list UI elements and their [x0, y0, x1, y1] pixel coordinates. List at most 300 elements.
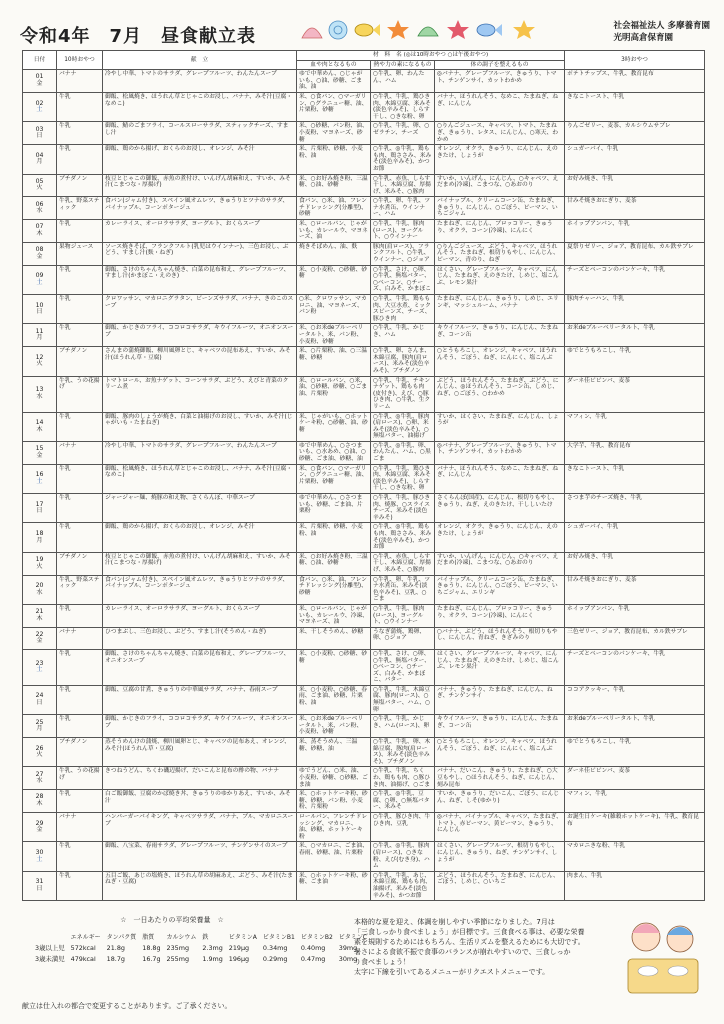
- menu-cell: 枝豆とじゃこの御飯、赤魚の煮付け、いんげん胡麻和え、すいか、みそ汁(こまつな・厚揚げ): [103, 552, 297, 575]
- am-snack-cell: ブチダノン: [57, 347, 103, 376]
- message-line: 太字に下線を引いてあるメニューがリクエストメニューです。: [354, 968, 550, 976]
- am-snack-cell: 牛乳: [57, 685, 103, 714]
- message-line: 素を規則するためにはもちろん、生活リズムを整えるためにも大切です。: [354, 938, 585, 946]
- red-group-cell: 米、○お好み焼き粉、三温糖、○油、砂糖: [297, 174, 371, 197]
- am-snack-cell: 牛乳: [57, 649, 103, 685]
- green-group-cell: パイナップル、クリームコーン缶、たまねぎ、きゅうり、にんじん、○ごぼう、ピーマン、いちごジャム: [435, 197, 565, 220]
- pm-snack-cell: お誕生日ケーキ(雑穀ホットケーキ)、牛乳、教育昆布: [565, 812, 705, 841]
- am-snack-cell: ブチダノン: [57, 174, 103, 197]
- yellow-group-cell: ○牛乳、牛乳、かじき、ハム: [371, 324, 435, 347]
- am-snack-cell: 牛乳: [57, 295, 103, 324]
- date-number: 22: [35, 630, 44, 638]
- date-number: 11: [35, 327, 44, 335]
- am-snack-cell: 牛乳: [57, 790, 103, 813]
- star-icon: [387, 20, 409, 39]
- shell-icon: [302, 28, 322, 38]
- menu-cell: 五目ご飯、あじの塩焼き、ほうれん草の胡麻あえ、ぶどう、みそ汁(たまねぎ・豆腐): [103, 871, 297, 900]
- nutrition-value: 196μg: [228, 954, 250, 963]
- date-number: 27: [35, 770, 44, 778]
- star-icon: [513, 20, 535, 39]
- nutrition-header: 脂質: [142, 934, 155, 941]
- green-group-cell: さくらんぼ(国産)、にんじん、根切りもやし、きゅうり、ねぎ、えのきたけ、干ししいたけ: [435, 494, 565, 523]
- green-group-cell: ◎バナナ、パイナップル、キャベツ、たまねぎ、トマト、赤ピーマン、黄ピーマン、きゅうり、にんじん: [435, 812, 565, 841]
- yellow-group-cell: ○牛乳、牛乳、ちくわ、鶏もも肉、○豚ひき肉、油揚げ、○ごま: [371, 767, 435, 790]
- nutrition-value: 0.40mg: [300, 943, 326, 952]
- red-group-cell: 米、○マカロニ、ごま油、春雨、砂糖、油、片栗粉: [297, 842, 371, 871]
- yellow-group-cell: ○牛乳、赤魚、しらす干し、木綿豆腐、厚揚げ、米みそ、○豚肉: [371, 552, 435, 575]
- date-cell: [23, 412, 57, 441]
- yellow-group-cell: ○牛乳、◎牛乳、豚肉(肩ロース)、○卵、米みそ(淡色辛みそ)、○無塩バター、油揚げ: [371, 412, 435, 441]
- nutrition-row-label: 3歳以上児: [35, 944, 65, 952]
- pm-snack-cell: ホイップアンパン、牛乳: [565, 220, 705, 243]
- weekday: 日: [36, 699, 43, 707]
- pm-snack-cell: 大学芋、牛乳、教育昆布: [565, 441, 705, 464]
- star-icon: [447, 20, 469, 39]
- table-row: [23, 464, 705, 493]
- yellow-group-cell: ○牛乳、牛乳、卵、木綿豆腐、豚肉(肩ロース)、米みそ(淡色辛みそ)、ブチダノン: [371, 738, 435, 767]
- weekday: 月: [36, 158, 43, 166]
- date-cell: [23, 552, 57, 575]
- date-number: 20: [35, 582, 44, 590]
- nutrition-header: エネルギー: [70, 934, 101, 941]
- red-group-cell: 米、○食パン、○マーガリン、○グラニュー糖、油、片栗粉、砂糖: [297, 92, 371, 121]
- am-snack-cell: 牛乳: [57, 604, 103, 627]
- nutrition-row: [32, 953, 370, 964]
- pm-snack-cell: きなこトースト、牛乳: [565, 464, 705, 493]
- date-number: 31: [35, 878, 44, 886]
- date-number: 01: [35, 73, 44, 81]
- date-number: 16: [35, 471, 44, 479]
- green-group-cell: ○バナナ、ぶどう、ほうれんそう、根切りもやし、にんじん、青ねぎ、きざみのり: [435, 627, 565, 649]
- date-cell: [23, 575, 57, 604]
- weekday: 金: [36, 451, 43, 459]
- yellow-group-cell: ○牛乳、豚ひき肉、牛ひき肉、豆乳: [371, 812, 435, 841]
- menu-cell: 御飯、鶏のから揚げ、おくらのお浸し、オレンジ、みそ汁: [103, 523, 297, 552]
- pm-snack-cell: お米deブルーベリータルト、牛乳: [565, 324, 705, 347]
- date-number: 04: [35, 151, 44, 159]
- menu-cell: ソース焼きそば、フランクフルト(乳児はウインナー)、三色お浸し、ぶどう、すまし汁(麩・ねぎ): [103, 242, 297, 265]
- date-cell: [23, 174, 57, 197]
- nutrition-value: 39mg: [338, 943, 358, 952]
- table-row: [23, 604, 705, 627]
- org-line-2: 光明高倉保育園: [613, 33, 674, 43]
- menu-cell: ひつまぶし、三色お浸し、ぶどう、すまし汁(そうめん・ねぎ): [103, 627, 297, 649]
- pm-snack-cell: ホイップアンパン、牛乳: [565, 604, 705, 627]
- date-number: 18: [35, 530, 44, 537]
- table-row: [23, 347, 705, 376]
- date-cell: [23, 70, 57, 93]
- nutrition-value: 21.8g: [106, 943, 125, 952]
- red-group-cell: 米、○ロールパン、○米、油、○砂糖、砂糖、○ごま油、片栗粉: [297, 376, 371, 412]
- header-ingredients: [297, 51, 565, 61]
- date-cell: [23, 197, 57, 220]
- yellow-group-cell: ○牛乳、◎牛乳、鶏もも肉、鶏ささみ、米みそ(淡色辛みそ)、かつお節: [371, 145, 435, 174]
- yellow-group-cell: ○牛乳、卵、わんたん、ハム: [371, 70, 435, 93]
- weekday: 水: [36, 393, 43, 401]
- nutrition-row: [32, 942, 370, 953]
- green-group-cell: たまねぎ、にんじん、きゅうり、しめじ、エリンギ、マッシュルーム、バナナ: [435, 295, 565, 324]
- weekday: 金: [36, 252, 43, 260]
- date-number: 08: [35, 246, 44, 254]
- yellow-group-cell: ○牛乳、牛乳、豚肉(ロース)、ヨーグルト、○ウインナー: [371, 604, 435, 627]
- nutrition-value: 18.8g: [142, 943, 161, 952]
- pm-snack-cell: さつま芋のチーズ焼き、牛乳: [565, 494, 705, 523]
- nutrition-value: 479kcal: [70, 954, 96, 963]
- date-number: 07: [35, 223, 44, 231]
- nutrition-row-label: 3歳未満児: [35, 955, 65, 963]
- menu-cell: 食パン(ジャム付き)、スペイン風オムレツ、きゅうりとツナのサラダ、パイナップル、コーンポタージュ: [103, 575, 297, 604]
- green-group-cell: すいか、いんげん、にんじん、○キャベツ、えだまめ(冷凍)、こまつな、○あおのり: [435, 552, 565, 575]
- nutrition-header: ビタミンB2: [300, 934, 333, 941]
- green-group-cell: はくさい、グレープフルーツ、キャベツ、にんじん、たまねぎ、えのきたけ、しめじ、塩こんぶ、レモン果汁: [435, 649, 565, 685]
- menu-cell: 冷やし中華、トマトのサラダ、グレープフルーツ、わんたんスープ: [103, 70, 297, 93]
- header-date: 日付: [23, 51, 57, 70]
- page-title: 令和4年 7月 昼食献立表: [20, 26, 257, 47]
- weekday: 火: [36, 751, 43, 759]
- green-group-cell: キウイフルーツ、きゅうり、にんじん、たまねぎ、コーン缶: [435, 324, 565, 347]
- green-group-cell: バナナ、だいこん、きゅうり、たまねぎ、○大豆もやし、○ほうれんそう、ねぎ、にんじん、刻み昆布: [435, 767, 565, 790]
- table-row: [23, 265, 705, 294]
- decorative-sea-creatures: [298, 16, 544, 42]
- weekday: 日: [36, 308, 43, 316]
- menu-cell: 御飯、かじきのフライ、ココロコサラダ、キウイフルーツ、オニオンスープ: [103, 715, 297, 738]
- red-group-cell: 焼きそばめん、油、麩: [297, 242, 371, 265]
- date-cell: [23, 464, 57, 493]
- table-row: [23, 145, 705, 174]
- weekday: 木: [36, 800, 43, 808]
- weekday: 火: [36, 184, 43, 192]
- pm-snack-cell: ゆでとうもろこし、牛乳: [565, 738, 705, 767]
- weekday: 土: [36, 666, 43, 674]
- menu-cell: 御飯、八宝菜、春雨サラダ、グレープフルーツ、チンゲンサイのスープ: [103, 842, 297, 871]
- pm-snack-cell: チーズとベーコンのパンケーキ、牛乳: [565, 265, 705, 294]
- table-row: [23, 197, 705, 220]
- weekday: 日: [36, 884, 43, 892]
- yellow-group-cell: ○牛乳、赤魚、しらす干し、木綿豆腐、厚揚げ、米みそ、○豚肉: [371, 174, 435, 197]
- table-row: [23, 220, 705, 243]
- date-cell: [23, 627, 57, 649]
- table-row: [23, 552, 705, 575]
- menu-table: [22, 50, 705, 901]
- date-number: 19: [35, 556, 44, 564]
- red-group-cell: ゆでうどん、○米、油、小麦粉、砂糖、○砂糖、ごま油: [297, 767, 371, 790]
- green-group-cell: ○りんごジュース、ぶどう、キャベツ、ほうれんそう、たまねぎ、根切りもやし、にんじん、ピーマン、青のり、ねぎ: [435, 242, 565, 265]
- message-line: り食べましょう！: [354, 958, 410, 966]
- date-cell: [23, 242, 57, 265]
- date-number: 23: [35, 659, 44, 667]
- weekday: 金: [36, 637, 43, 645]
- menu-cell: 御飯、松風焼き、ほうれん草とじゃこのお浸し、バナナ、みそ汁(豆腐・なめこ): [103, 92, 297, 121]
- footer: [22, 915, 704, 1010]
- nutrition-value: 0.34mg: [262, 943, 288, 952]
- pm-snack-cell: お好み焼き、牛乳: [565, 174, 705, 197]
- green-group-cell: ◎バナナ、グレープフルーツ、きゅうり、トマト、チンゲンサイ、カットわかめ: [435, 441, 565, 464]
- nutrition-header: ビタミンB1: [262, 934, 295, 941]
- nutrition-value: 255mg: [166, 954, 190, 963]
- date-number: 12: [35, 353, 44, 361]
- yellow-group-cell: ○牛乳、さけ、○卵、○牛乳、無塩バター、○ベーコン、○チーズ、白みそ、かまぼこ、バター: [371, 649, 435, 685]
- am-snack-cell: バナナ: [57, 441, 103, 464]
- red-group-cell: 米、片栗粉、砂糖、小麦粉、油: [297, 523, 371, 552]
- am-snack-cell: ブチダノン: [57, 738, 103, 767]
- am-snack-cell: 牛乳: [57, 265, 103, 294]
- change-notice: 献立は仕入れの都合で変更することがあります。ご了承ください。: [22, 1002, 232, 1010]
- green-group-cell: ◎バナナ、グレープフルーツ、きゅうり、トマト、チンゲンサイ、カットわかめ: [435, 70, 565, 93]
- menu-cell: 枝豆とじゃこの御飯、赤魚の煮付け、いんげん胡麻和え、すいか、みそ汁(こまつな・厚揚げ): [103, 174, 297, 197]
- yellow-group-cell: ○牛乳、牛乳、豚ひき肉、焼豚、○スライスチーズ、米みそ(淡色辛みそ): [371, 494, 435, 523]
- menu-cell: 御飯、かじきのフライ、ココロコサラダ、キウイフルーツ、オニオンスープ: [103, 324, 297, 347]
- table-row: [23, 376, 705, 412]
- date-number: 06: [35, 200, 44, 208]
- org-line-1: 社会福祉法人 多摩養育園: [613, 21, 710, 31]
- menu-cell: カレーライス、オーロラサラダ、ヨーグルト、おくらスープ: [103, 220, 297, 243]
- nutrition-value: 235mg: [166, 943, 190, 952]
- nutrition-corner: [32, 931, 68, 942]
- date-cell: [23, 92, 57, 121]
- date-number: 09: [35, 272, 44, 280]
- red-group-cell: ロールパン、フレンチドレッシング、マカロニ、油、砂糖、ホットケーキ粉: [297, 812, 371, 841]
- nutrition-value: 572kcal: [70, 943, 96, 952]
- monthly-message: [354, 917, 622, 977]
- green-group-cell: パイナップル、クリームコーン缶、たまねぎ、きゅうり、にんじん、○ごぼう、ピーマン、いちごジャム、エリンギ: [435, 575, 565, 604]
- nutrition-header: 鉄: [202, 934, 209, 941]
- red-group-cell: ゆで中華めん、○さつまいも、○水あめ、○油、○砂糖、ごま油、砂糖、油: [297, 441, 371, 464]
- am-snack-cell: バナナ: [57, 812, 103, 841]
- red-group-cell: 米、○お好み焼き粉、三温糖、○油、砂糖: [297, 552, 371, 575]
- nutrition-header: タンパク質: [106, 934, 137, 941]
- am-snack-cell: 牛乳: [57, 145, 103, 174]
- weekday: 土: [36, 278, 43, 286]
- green-group-cell: キウイフルーツ、きゅうり、にんじん、たまねぎ、コーン缶: [435, 715, 565, 738]
- date-number: 26: [35, 744, 44, 752]
- red-group-cell: 食パン、○米、油、フレンチドレッシング(分離型)、砂糖: [297, 575, 371, 604]
- nutrition-title: ☆ 一日あたりの平均栄養量 ☆: [120, 916, 224, 924]
- menu-cell: 食パン(ジャム付き)、スペイン風オムレツ、きゅうりとツナのサラダ、パイナップル、コーンポタージュ: [103, 197, 297, 220]
- date-cell: [23, 376, 57, 412]
- red-group-cell: 米、片栗粉、砂糖、小麦粉、油: [297, 145, 371, 174]
- nutrition-header: ビタミンC: [338, 934, 367, 941]
- nutrition-table: [32, 931, 370, 964]
- green-group-cell: はくさい、グレープフルーツ、根切りもやし、にんじん、きゅうり、ねぎ、チンゲンサイ、しょうが: [435, 842, 565, 871]
- green-group-cell: バナナ、ほうれんそう、なめこ、たまねぎ、ねぎ、にんじん: [435, 464, 565, 493]
- menu-cell: カレーライス、オーロラサラダ、ヨーグルト、おくらスープ: [103, 604, 297, 627]
- table-row: [23, 441, 705, 464]
- pm-snack-cell: 三色ゼリー、ジョア、教育昆布、カル鉄サブレ: [565, 627, 705, 649]
- yellow-group-cell: ○牛乳、◎牛乳、豆腐、○卵、○無塩バター、米みそ: [371, 790, 435, 813]
- red-group-cell: 米、蒸そうめん、三温糖、砂糖、油: [297, 738, 371, 767]
- pm-snack-cell: マフィン、牛乳: [565, 412, 705, 441]
- date-cell: [23, 441, 57, 464]
- weekday: 金: [36, 80, 43, 88]
- yellow-group-cell: うなぎ蒲焼、鶏卵、卵、○ジョア: [371, 627, 435, 649]
- green-group-cell: オレンジ、オクラ、きゅうり、にんじん、えのきたけ、しょうが: [435, 523, 565, 552]
- header-yellow-group: 熱や力の素になるもの: [371, 60, 435, 70]
- am-snack-cell: 牛乳: [57, 464, 103, 493]
- date-number: 21: [35, 608, 44, 616]
- red-group-cell: 米、○片栗粉、油、○三温糖、砂糖: [297, 347, 371, 376]
- date-cell: [23, 871, 57, 900]
- am-snack-cell: 牛乳: [57, 324, 103, 347]
- green-group-cell: はくさい、グレープフルーツ、キャベツ、にんじん、たまねぎ、えのきたけ、しめじ、塩こんぶ、レモン果汁: [435, 265, 565, 294]
- am-snack-cell: バナナ: [57, 70, 103, 93]
- green-group-cell: すいか、いんげん、にんじん、○キャベツ、えだまめ(冷凍)、こまつな、○あおのり: [435, 174, 565, 197]
- date-cell: [23, 145, 57, 174]
- date-number: 29: [35, 819, 44, 827]
- green-group-cell: すいか、はくさい、たまねぎ、にんじん、しょうが: [435, 412, 565, 441]
- am-snack-cell: 牛乳: [57, 523, 103, 552]
- pm-snack-cell: シュガーパイ、牛乳: [565, 523, 705, 552]
- date-cell: [23, 767, 57, 790]
- table-row: [23, 685, 705, 714]
- pm-snack-cell: マフィン、牛乳: [565, 790, 705, 813]
- yellow-group-cell: ○牛乳、卵、牛乳、ツナ水煮缶、米みそ(淡色辛みそ)、豆乳、○ごま: [371, 575, 435, 604]
- yellow-group-cell: ○牛乳、◎牛乳、鶏もも肉、鶏ささみ、米みそ(淡色辛みそ)、かつお節: [371, 523, 435, 552]
- date-number: 13: [35, 386, 44, 394]
- am-snack-cell: 牛乳、野菜スティック: [57, 197, 103, 220]
- green-group-cell: たまねぎ、にんじん、ブロッコリー、きゅうり、オクラ、コーン(冷凍)、にんにく: [435, 604, 565, 627]
- menu-cell: 御飯、鶏のから揚げ、おくらのお浸し、オレンジ、みそ汁: [103, 145, 297, 174]
- weekday: 日: [36, 132, 43, 140]
- menu-cell: 白ご飯御飯、豆腐のかば焼き丼、きゅうりのゆかりあえ、すいか、みそ汁: [103, 790, 297, 813]
- snail-icon: [329, 21, 347, 39]
- green-group-cell: ○とうもろこし、オレンジ、キャベツ、ほうれんそう、ごぼう、ねぎ、にんにく、塩こんぶ: [435, 347, 565, 376]
- am-snack-cell: 牛乳: [57, 871, 103, 900]
- date-cell: [23, 685, 57, 714]
- weekday: 火: [36, 360, 43, 368]
- table-row: [23, 122, 705, 145]
- red-group-cell: 米、○砂糖、パン粉、油、小麦粉、マヨネーズ、砂糖: [297, 122, 371, 145]
- date-cell: [23, 295, 57, 324]
- header-red-group: 血や肉となるもの: [297, 60, 371, 70]
- nutrition-header: カルシウム: [166, 934, 197, 941]
- am-snack-cell: 牛乳、野菜スティック: [57, 575, 103, 604]
- green-group-cell: オレンジ、オクラ、きゅうり、にんじん、えのきたけ、しょうが: [435, 145, 565, 174]
- date-cell: [23, 842, 57, 871]
- date-number: 03: [35, 125, 44, 133]
- red-group-cell: 米、○食パン、○マーガリン、○グラニュー糖、油、片栗粉、砂糖: [297, 464, 371, 493]
- date-cell: [23, 494, 57, 523]
- nutrition-value: 2.3mg: [202, 943, 223, 952]
- table-row: [23, 812, 705, 841]
- menu-cell: 蒸そうめんけの蒲焼、柳川風卵とじ、キャベツの昆布あえ、オレンジ、みそ汁(ほうれん草・豆腐): [103, 738, 297, 767]
- table-row: [23, 767, 705, 790]
- menu-cell: 御飯、豚肉のしょうが焼き、白菜と油揚げのお浸し、すいか、みそ汁(じゃがいも・たまねぎ): [103, 412, 297, 441]
- table-row: [23, 575, 705, 604]
- menu-cell: トマトロール、お魚ナゲット、コーンサラダ、ぶどう、えびと青菜のクリーム煮: [103, 376, 297, 412]
- red-group-cell: 米、○小麦粉、○砂糖、砂糖: [297, 265, 371, 294]
- green-group-cell: バナナ、きゅうり、たまねぎ、にんじん、ねぎ、チンゲンサイ: [435, 685, 565, 714]
- pm-snack-cell: 豚肉チャーハン、牛乳: [565, 295, 705, 324]
- header-am-snack: 10時おやつ: [57, 51, 103, 70]
- nutrition-value: 0.29mg: [262, 954, 288, 963]
- date-cell: [23, 738, 57, 767]
- weekday: 木: [36, 425, 43, 433]
- am-snack-cell: 牛乳、うの花揚げ: [57, 767, 103, 790]
- message-line: 「三食しっかり食べましょう」が目標です。三食食べる事は、必要な栄養: [354, 928, 585, 936]
- weekday: 木: [36, 229, 43, 237]
- date-cell: [23, 265, 57, 294]
- am-snack-cell: 牛乳: [57, 412, 103, 441]
- header-ingredients-note: (◎は10時おやつ ○は午後おやつ): [403, 52, 489, 58]
- red-group-cell: 米、○ロールパン、じゃがいも、カレールウ、マヨネーズ、油: [297, 220, 371, 243]
- yellow-group-cell: ○牛乳、◎牛乳、卵、わんたん、ハム、○黒ごま: [371, 441, 435, 464]
- table-row: [23, 842, 705, 871]
- date-cell: [23, 324, 57, 347]
- red-group-cell: ○米、クロワッサン、マカロニ、油、マヨネーズ、パン粉: [297, 295, 371, 324]
- green-group-cell: すいか、きゅうり、だいこん、ごぼう、にんじん、ねぎ、しそ(ゆかり): [435, 790, 565, 813]
- menu-cell: クロワッサン、マカロニグラタン、ビーンズサラダ、バナナ、きのこのスープ: [103, 295, 297, 324]
- table-row: [23, 242, 705, 265]
- red-group-cell: 米、○ロールパン、じゃがいも、カレールウ、冷凍、マヨネーズ、油: [297, 604, 371, 627]
- menu-cell: 御飯、さけのちゃんちゃん焼き、白菜の昆布和え、グレープフルーツ、すまし汁(かまぼこ・えのき): [103, 265, 297, 294]
- table-row: [23, 174, 705, 197]
- red-group-cell: 米、○小麦粉、○砂糖、砂糖: [297, 649, 371, 685]
- nutrition-value: 16.7g: [142, 954, 161, 963]
- yellow-group-cell: ○牛乳、牛乳、鶏ひき肉、木綿豆腐、米みそ(淡色辛みそ)、しらす干し、○きな粉、卵: [371, 464, 435, 493]
- green-group-cell: バナナ、ほうれんそう、なめこ、たまねぎ、ねぎ、にんじん: [435, 92, 565, 121]
- weekday: 土: [36, 106, 43, 114]
- date-cell: [23, 523, 57, 552]
- date-number: 17: [35, 500, 44, 508]
- table-row: [23, 70, 705, 93]
- menu-cell: ジャージャー麺、焼豚の和え物、さくらんぼ、中華スープ: [103, 494, 297, 523]
- menu-cell: 御飯、鯖のごまフライ、コールスローサラダ、スティックチーズ、すまし汁: [103, 122, 297, 145]
- date-number: 30: [35, 848, 44, 856]
- yellow-group-cell: ○牛乳、◎牛乳、豚肉(肩ロース)、○きな粉、えび(むき身)、ハム: [371, 842, 435, 871]
- weekday: 月: [36, 725, 43, 733]
- date-cell: [23, 220, 57, 243]
- weekday: 水: [36, 207, 43, 215]
- pm-snack-cell: 甘みそ焼きおにぎり、麦茶: [565, 197, 705, 220]
- date-cell: [23, 812, 57, 841]
- table-row: [23, 790, 705, 813]
- yellow-group-cell: ○牛乳、牛乳、木綿豆腐、豚肉(ロース)、○無塩バター、ハム、○卵: [371, 685, 435, 714]
- header-green-group: 体の調子を整えるもの: [435, 60, 565, 70]
- red-group-cell: 米、干しそうめん、砂糖: [297, 627, 371, 649]
- yellow-group-cell: ○牛乳、牛乳、卵、○ゼラチン、チーズ: [371, 122, 435, 145]
- date-number: 02: [35, 99, 44, 107]
- yellow-group-cell: ○牛乳、牛乳、鶏もも肉、大豆水煮、ミックスビーンズ、チーズ、豚ひき肉: [371, 295, 435, 324]
- am-snack-cell: 果物ジュース: [57, 242, 103, 265]
- red-group-cell: 米、じゃがいも、○ホットケーキ粉、○砂糖、油、砂糖: [297, 412, 371, 441]
- yellow-group-cell: ○牛乳、牛乳、あじ、木綿豆腐、鶏もも肉、油揚げ、米みそ(淡色辛みそ)、かつお節: [371, 871, 435, 900]
- menu-cell: 冷やし中華、トマトのサラダ、グレープフルーツ、わんたんスープ: [103, 441, 297, 464]
- date-cell: [23, 347, 57, 376]
- fish-icon: [355, 24, 380, 36]
- table-row: [23, 295, 705, 324]
- red-group-cell: 米、○お米deブルーベリータルト、米、パン粉、小麦粉、砂糖: [297, 715, 371, 738]
- pm-snack-cell: りんごゼリー、麦茶、カルシウムサブレ: [565, 122, 705, 145]
- children-eating-illustration: [624, 915, 702, 999]
- am-snack-cell: バナナ: [57, 627, 103, 649]
- pm-snack-cell: 肉まん、牛乳: [565, 871, 705, 900]
- weekday: 土: [36, 477, 43, 485]
- red-group-cell: 米、○小麦粉、○砂糖、春雨、ごま油、砂糖、片栗粉、油: [297, 685, 371, 714]
- organization-name: [614, 20, 710, 44]
- am-snack-cell: 牛乳、うの花揚げ: [57, 376, 103, 412]
- table-row: [23, 871, 705, 900]
- table-row: [23, 627, 705, 649]
- pm-snack-cell: お好み焼き、牛乳: [565, 552, 705, 575]
- nutrition-header: ビタミンA: [228, 934, 257, 941]
- date-number: 24: [35, 692, 44, 700]
- table-row: [23, 324, 705, 347]
- nutrition-value: 30mg: [338, 954, 358, 963]
- red-group-cell: 米、○ホットケーキ粉、砂糖、砂糖、パン粉、小麦粉、片栗粉: [297, 790, 371, 813]
- weekday: 水: [36, 588, 43, 596]
- red-group-cell: ゆで中華めん、○じゃがいも、○油、砂糖、ごま油、油: [297, 70, 371, 93]
- am-snack-cell: 牛乳: [57, 92, 103, 121]
